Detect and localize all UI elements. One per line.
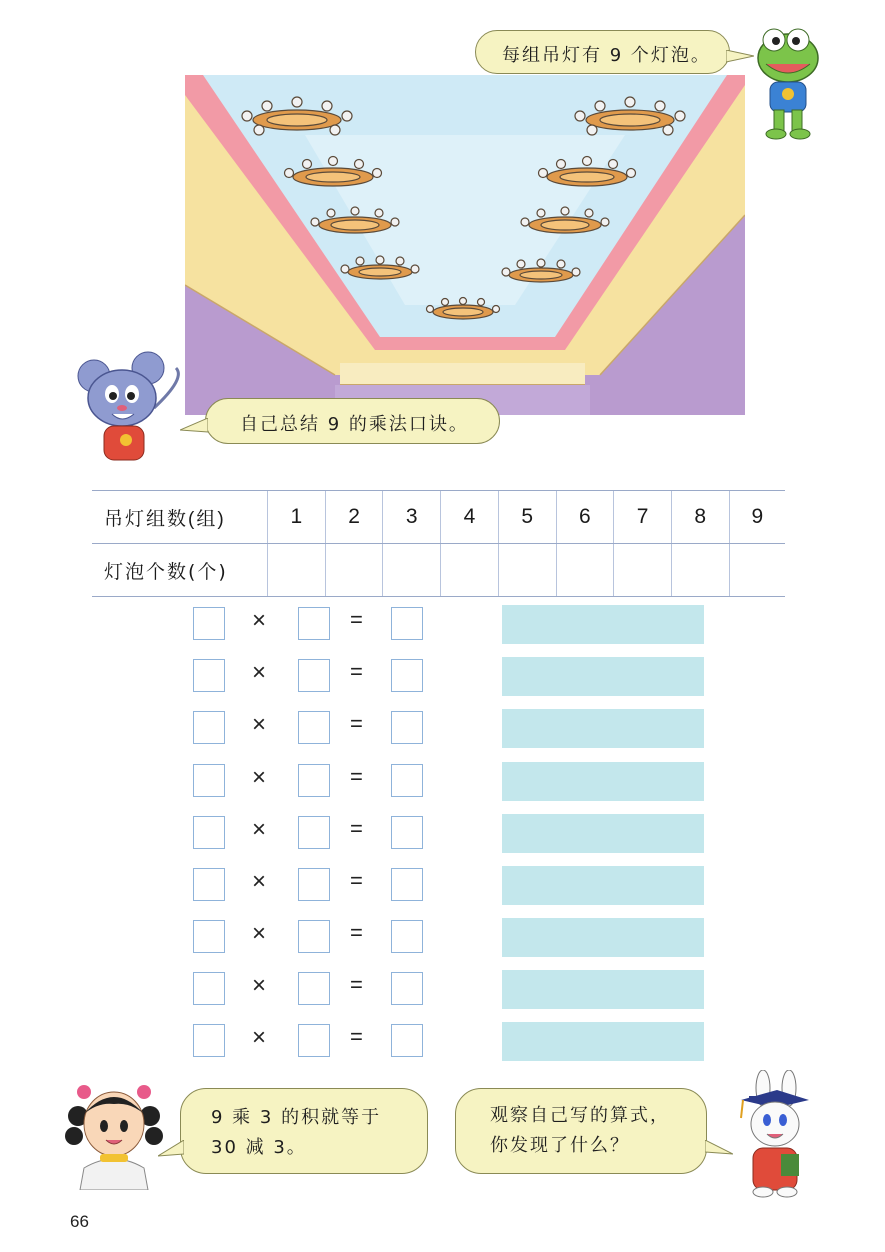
factor-blank[interactable]	[193, 816, 225, 849]
equals-sign: =	[350, 972, 363, 997]
factor-blank[interactable]	[298, 764, 330, 797]
column-header: 4	[441, 491, 499, 544]
table-row-groups	[92, 491, 785, 544]
girl-character-icon	[64, 1080, 164, 1190]
product-blank[interactable]	[391, 920, 423, 953]
rhyme-answer-strip[interactable]	[502, 762, 704, 801]
equals-sign: =	[350, 816, 363, 841]
factor-blank[interactable]	[298, 607, 330, 640]
equals-sign: =	[350, 764, 363, 789]
equation-row	[0, 866, 885, 906]
bulb-count-blank[interactable]	[556, 544, 614, 597]
page-number: 66	[70, 1212, 89, 1231]
speech-bubble-tail	[726, 50, 754, 64]
times-sign: ×	[252, 607, 267, 634]
rhyme-answer-strip[interactable]	[502, 605, 704, 644]
bulb-count-blank[interactable]	[325, 544, 383, 597]
frog-speech-bubble	[475, 30, 730, 74]
speech-bubble-tail	[180, 418, 208, 434]
rhyme-answer-strip[interactable]	[502, 814, 704, 853]
equals-sign: =	[350, 607, 363, 632]
rhyme-answer-strip[interactable]	[502, 970, 704, 1009]
column-header: 2	[325, 491, 383, 544]
product-blank[interactable]	[391, 1024, 423, 1057]
factor-blank[interactable]	[193, 764, 225, 797]
rabbit-speech-line-2: 你发现了什么？	[490, 1135, 630, 1156]
times-sign: ×	[252, 920, 267, 947]
row-label-bulbs: 灯泡个数(个)	[92, 544, 268, 597]
times-sign: ×	[252, 816, 267, 843]
product-blank[interactable]	[391, 711, 423, 744]
bulb-count-blank[interactable]	[614, 544, 672, 597]
equation-row	[0, 918, 885, 958]
equation-row	[0, 970, 885, 1010]
column-header: 9	[729, 491, 785, 544]
mouse-speech-text: 自己总结 9 的乘法口诀。	[240, 414, 469, 435]
times-sign: ×	[252, 868, 267, 895]
times-sign: ×	[252, 659, 267, 686]
bulb-count-blank[interactable]	[441, 544, 499, 597]
equation-row	[0, 762, 885, 802]
equals-sign: =	[350, 1024, 363, 1049]
column-header: 6	[556, 491, 614, 544]
ceiling-chandelier-illustration	[185, 75, 745, 415]
factor-blank[interactable]	[193, 659, 225, 692]
mouse-character-icon	[76, 348, 191, 463]
girl-speech-bubble	[180, 1088, 428, 1174]
times-sign: ×	[252, 972, 267, 999]
rhyme-answer-strip[interactable]	[502, 709, 704, 748]
speech-bubble-tail	[158, 1140, 184, 1158]
mouse-speech-bubble	[205, 398, 500, 444]
girl-speech-line-2: 30 减 3。	[211, 1137, 307, 1158]
column-header: 5	[498, 491, 556, 544]
row-label-groups: 吊灯组数(组)	[92, 491, 268, 544]
rabbit-speech-line-1: 观察自己写的算式，	[490, 1105, 670, 1126]
column-header: 8	[671, 491, 729, 544]
times-sign: ×	[252, 711, 267, 738]
column-header: 3	[383, 491, 441, 544]
speech-bubble-tail	[705, 1140, 733, 1156]
rhyme-answer-strip[interactable]	[502, 866, 704, 905]
times-sign: ×	[252, 764, 267, 791]
bulb-count-blank[interactable]	[671, 544, 729, 597]
factor-blank[interactable]	[193, 607, 225, 640]
factor-blank[interactable]	[298, 868, 330, 901]
product-blank[interactable]	[391, 659, 423, 692]
bulb-count-blank[interactable]	[729, 544, 785, 597]
equation-row	[0, 709, 885, 749]
factor-blank[interactable]	[298, 1024, 330, 1057]
factor-blank[interactable]	[298, 972, 330, 1005]
factor-blank[interactable]	[298, 816, 330, 849]
bulb-count-blank[interactable]	[498, 544, 556, 597]
equals-sign: =	[350, 659, 363, 684]
factor-blank[interactable]	[298, 659, 330, 692]
factor-blank[interactable]	[193, 920, 225, 953]
column-header: 7	[614, 491, 672, 544]
rabbit-speech-bubble	[455, 1088, 707, 1174]
times-sign: ×	[252, 1024, 267, 1051]
rhyme-answer-strip[interactable]	[502, 657, 704, 696]
factor-blank[interactable]	[193, 1024, 225, 1057]
girl-speech-line-1: 9 乘 3 的积就等于	[211, 1107, 382, 1128]
factor-blank[interactable]	[193, 711, 225, 744]
product-blank[interactable]	[391, 816, 423, 849]
rabbit-character-icon	[735, 1070, 815, 1198]
rhyme-answer-strip[interactable]	[502, 1022, 704, 1061]
equals-sign: =	[350, 868, 363, 893]
product-blank[interactable]	[391, 607, 423, 640]
equation-row	[0, 605, 885, 645]
bulb-count-blank[interactable]	[383, 544, 441, 597]
frog-character-icon	[752, 22, 824, 140]
bulb-count-blank[interactable]	[268, 544, 326, 597]
table-row-bulbs	[92, 544, 785, 597]
equals-sign: =	[350, 920, 363, 945]
equals-sign: =	[350, 711, 363, 736]
factor-blank[interactable]	[298, 920, 330, 953]
rhyme-answer-strip[interactable]	[502, 918, 704, 957]
equation-row	[0, 1022, 885, 1062]
equation-row	[0, 657, 885, 697]
factor-blank[interactable]	[193, 972, 225, 1005]
factor-blank[interactable]	[298, 711, 330, 744]
factor-blank[interactable]	[193, 868, 225, 901]
product-blank[interactable]	[391, 868, 423, 901]
frog-speech-text: 每组吊灯有 9 个灯泡。	[502, 45, 711, 66]
product-blank[interactable]	[391, 764, 423, 797]
product-blank[interactable]	[391, 972, 423, 1005]
equation-row	[0, 814, 885, 854]
column-header: 1	[268, 491, 326, 544]
chandelier-bulb-table	[92, 490, 785, 597]
